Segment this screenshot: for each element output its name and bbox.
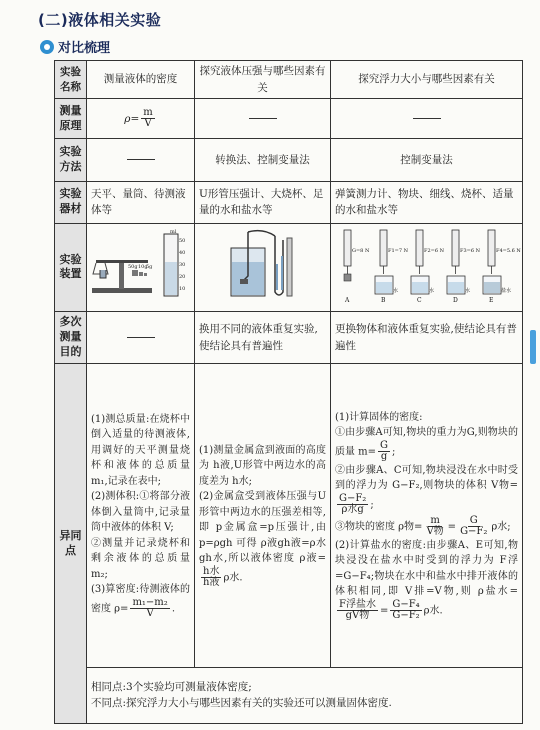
liquid-label: 水 bbox=[465, 287, 471, 294]
balance-figure bbox=[88, 226, 188, 304]
liquid-label: 水 bbox=[393, 287, 399, 294]
principle-label: 测量原理 bbox=[55, 99, 87, 139]
principle-row bbox=[55, 99, 523, 139]
balance-and-cylinder-figure bbox=[87, 223, 195, 311]
step-label: A bbox=[345, 296, 350, 304]
purpose-row bbox=[55, 312, 523, 364]
diff-label: 异同点 bbox=[55, 364, 87, 724]
common-row bbox=[55, 667, 523, 723]
block bbox=[344, 274, 351, 281]
header-pressure: 探究液体压强与哪些因素有关 bbox=[195, 61, 331, 99]
spring-scale bbox=[416, 230, 423, 266]
force-label: F3=6 N bbox=[460, 247, 480, 254]
method-buoyancy: 控制变量法 bbox=[331, 139, 523, 181]
svg-text:40: 40 bbox=[179, 249, 186, 256]
diff-buoyancy: (1)计算固体的密度: ①由步骤A可知,物块的重力为G,则物块的质量 m= $\frac{G}{g}$ ; ②由步骤A、C可知,物块浸没在水中时受到的浮力为 G−F₂,则物块的体积 V物= $\frac{\text{G−F₂}}{\text{ρ水g}}$ ; ③物块的密度 ρ物= $\frac{m}{\text{V物}}$ = $\frac{G}{\text{G−F₂}}$ ρ水; (2)计算盐水的密度:由步骤A、E可知,物块浸没在盐水中时受到的浮力为 F浮=G−F₄;物块在水中和盐水中排开液体的体积相同,即 V排=V物,则 ρ盐水= $\frac{\text{F浮盐水}}{\text{gV物}}$ = $\frac{\text{G−F₄}}{\text{G−F₂}}$ ρ水. bbox=[331, 364, 523, 667]
purpose-pressure: 换用不同的液体重复实验,使结论具有普遍性 bbox=[195, 312, 331, 364]
step-label: B bbox=[381, 296, 386, 304]
subheading-text: 对比梳理 bbox=[58, 41, 111, 56]
purpose-label: 多次测量目的 bbox=[55, 312, 87, 364]
spring-scale-figure bbox=[332, 226, 521, 304]
device-row bbox=[55, 223, 523, 311]
force-label: G=8 N bbox=[352, 247, 370, 254]
u-tube-figure bbox=[203, 226, 323, 304]
force-label: F1=7 N bbox=[388, 247, 408, 254]
liquid-label: 盐水 bbox=[501, 287, 512, 294]
empty-cell bbox=[331, 99, 523, 139]
spring-scale bbox=[452, 230, 459, 266]
page-edge-tab bbox=[530, 330, 536, 364]
step-label: E bbox=[489, 296, 494, 304]
device-label: 实验装置 bbox=[55, 223, 87, 311]
svg-text:50: 50 bbox=[179, 237, 186, 244]
empty-cell bbox=[87, 312, 195, 364]
equipment-buoyancy: 弹簧测力计、物块、细线、烧杯、适量的水和盐水等 bbox=[331, 181, 523, 223]
equipment-label: 实验器材 bbox=[55, 181, 87, 223]
subheading bbox=[40, 37, 110, 56]
header-row bbox=[55, 61, 523, 99]
header-buoyancy: 探究浮力大小与哪些因素有关 bbox=[331, 61, 523, 99]
empty-cell bbox=[87, 139, 195, 181]
equipment-row bbox=[55, 181, 523, 223]
header-label: 实验名称 bbox=[55, 61, 87, 99]
svg-text:20: 20 bbox=[179, 273, 186, 280]
svg-text:50g: 50g bbox=[128, 263, 138, 270]
equipment-pressure: U形管压强计、大烧杯、足量的水和盐水等 bbox=[195, 181, 331, 223]
diff-row bbox=[55, 364, 523, 667]
svg-text:ml: ml bbox=[170, 228, 177, 235]
diff-pressure: (1)测量金属盒到液面的高度为 h液,U形管中两边水的高度差为 h水; (2)金属盒受到液体压强与U形管中两边水的压强差相等,即 p金属盒=p压强计,由 p=ρgh 可得 ρ液gh液=ρ水gh水,所以液体密度 ρ液= $\frac{\text{h水}}{\text{h液}}$ ρ水. bbox=[195, 364, 331, 667]
liquid-label: 水 bbox=[429, 287, 435, 294]
svg-text:30: 30 bbox=[179, 261, 186, 268]
empty-cell bbox=[195, 99, 331, 139]
spring-scale bbox=[344, 230, 351, 266]
force-label: F4=5.6 N bbox=[496, 247, 521, 254]
section-heading: (二)液体相关实验 bbox=[38, 11, 162, 29]
header-density: 测量液体的密度 bbox=[87, 61, 195, 99]
svg-text:5g: 5g bbox=[146, 263, 153, 270]
svg-text:10: 10 bbox=[179, 285, 186, 292]
diff-density: (1)测总质量:在烧杯中倒入适量的待测液体,用调好的天平测量烧杯和液体的总质量 m₁,记录在表中; (2)测体积:①将部分液体倒入量筒中,记录量筒中液体的体积 V; ②测量并记录烧杯和剩余液体的总质量 m₂; (3)算密度:待测液体的密度 ρ= $\frac{\text{m₁−m₂}}{V}$ . bbox=[87, 364, 195, 667]
common-points: 相同点:3个实验均可测量液体密度; 不同点:探究浮力大小与哪些因素有关的实验还可以测量固体密度. bbox=[87, 667, 523, 723]
comparison-table bbox=[54, 60, 523, 724]
svg-text:10g: 10g bbox=[138, 263, 148, 270]
force-label: F2=6 N bbox=[424, 247, 444, 254]
method-label: 实验方法 bbox=[55, 139, 87, 181]
method-row bbox=[55, 139, 523, 181]
buoyancy-figure bbox=[331, 223, 523, 311]
spring-scale bbox=[380, 230, 387, 266]
method-pressure: 转换法、控制变量法 bbox=[195, 139, 331, 181]
equipment-density: 天平、量筒、待测液体等 bbox=[87, 181, 195, 223]
spring-scale bbox=[488, 230, 495, 266]
step-label: C bbox=[417, 296, 422, 304]
bullet-icon bbox=[40, 40, 54, 54]
density-formula: ρ= $\frac{m}{V}$ bbox=[87, 99, 195, 139]
pressure-gauge-figure bbox=[195, 223, 331, 311]
purpose-buoyancy: 更换物体和液体重复实验,使结论具有普遍性 bbox=[331, 312, 523, 364]
step-label: D bbox=[453, 296, 458, 304]
